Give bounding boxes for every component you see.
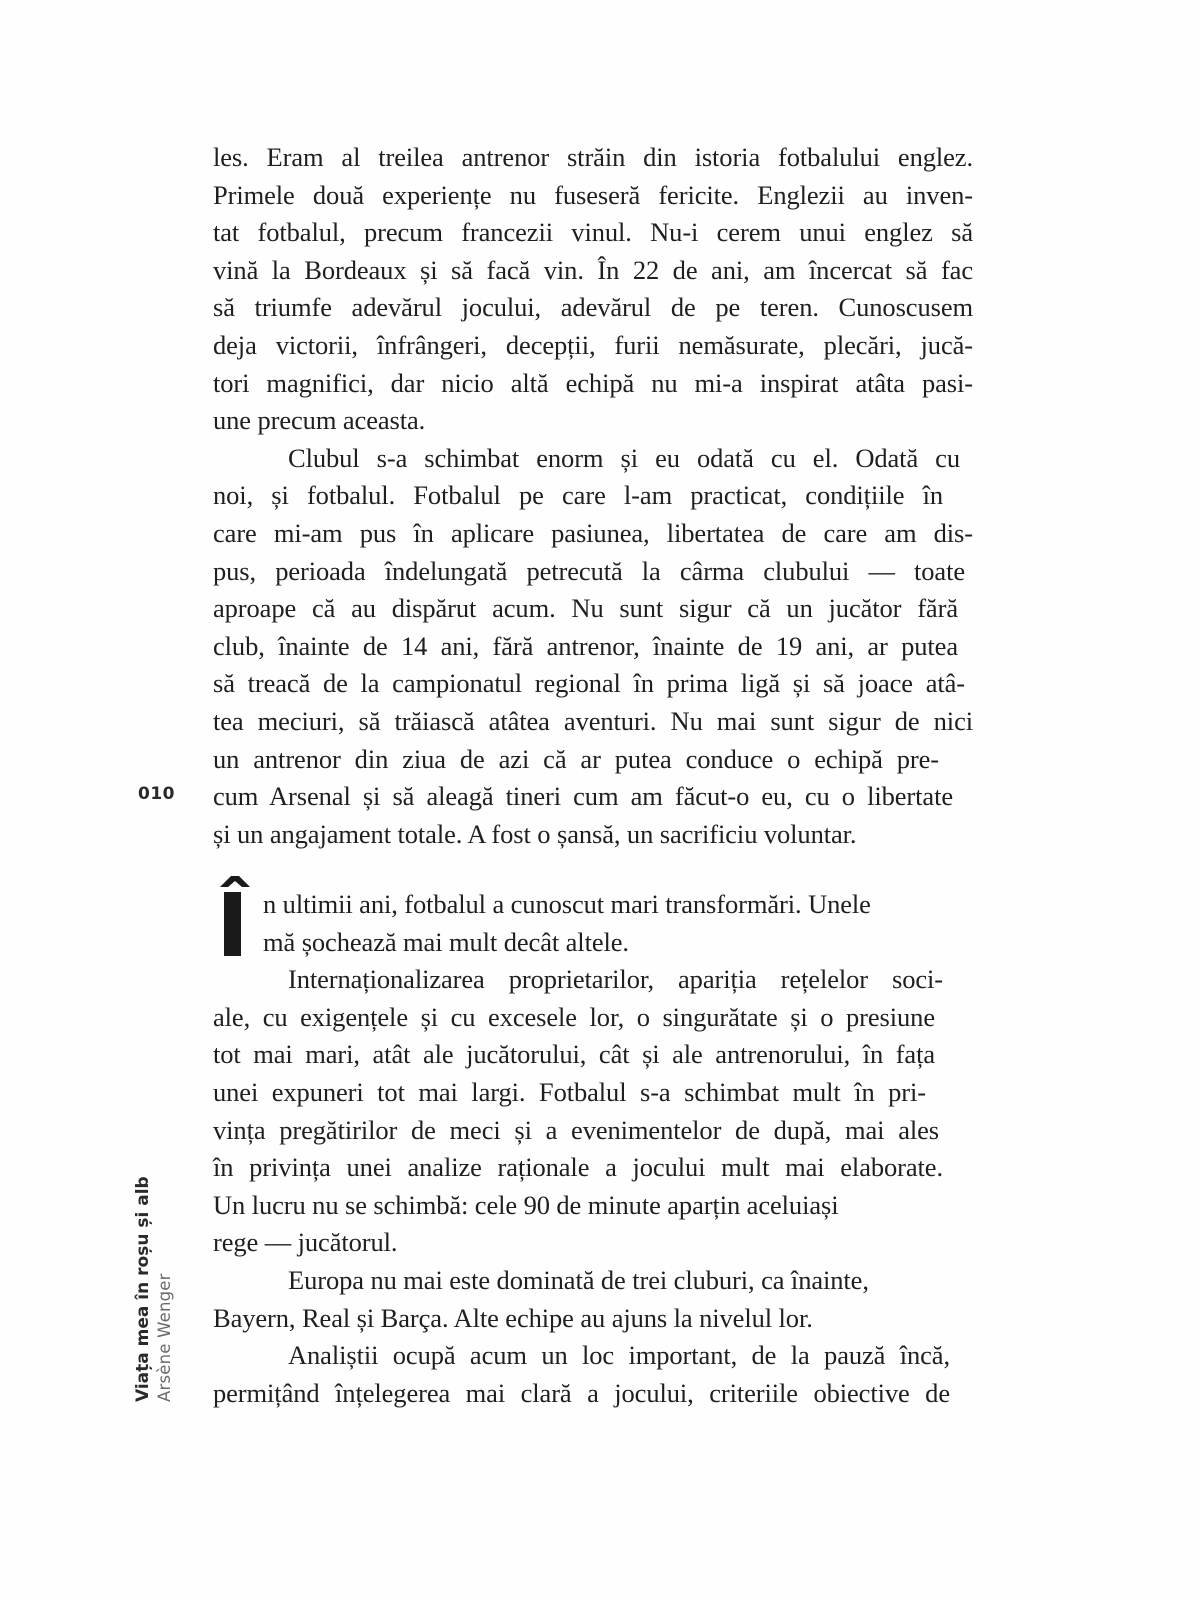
text-line: tea meciuri, să trăiască atâtea aventuri. Nu mai sunt sigur de nici xyxy=(213,705,973,736)
author-name: Arsène Wenger xyxy=(155,1273,174,1402)
text-line: une precum aceasta. xyxy=(213,405,426,436)
paragraph-section-1 xyxy=(213,139,973,853)
text-line: unei expuneri tot mai largi. Fotbalul s-a schimbat mult în pri- xyxy=(213,1076,926,1107)
paragraph-start-line: Analiștii ocupă acum un loc important, de la pauză încă, xyxy=(288,1340,950,1371)
text-line: în privința unei analize raționale a jocului mult mai elaborate. xyxy=(213,1152,943,1183)
text-line: ale, cu exigențele și cu excesele lor, o singurătate și o presiune xyxy=(213,1001,935,1032)
text-line: și un angajament totale. A fost o șansă, un sacrificiu voluntar. xyxy=(213,818,857,849)
text-line: un antrenor din ziua de azi că ar putea conduce o echipă pre- xyxy=(213,743,939,774)
page-number: 010 xyxy=(138,784,175,804)
paragraph-section-2 xyxy=(213,886,973,1412)
paragraph-start-line: Europa nu mai este dominată de trei cluburi, ca înainte, xyxy=(288,1264,869,1295)
text-line: rege — jucătorul. xyxy=(213,1227,398,1258)
running-head xyxy=(133,1176,175,1402)
paragraph-start-line: Internaționalizarea proprietarilor, apariția rețelelor soci- xyxy=(288,964,943,995)
text-line: pus, perioada îndelungată petrecută la cârma clubului — toate xyxy=(213,555,965,586)
text-line: noi, și fotbalul. Fotbalul pe care l-am practicat, condițiile în xyxy=(213,480,943,511)
text-line: aproape că au dispărut acum. Nu sunt sigur că un jucător fără xyxy=(213,593,958,624)
text-line: n ultimii ani, fotbalul a cunoscut mari transformări. Unele xyxy=(263,889,871,919)
text-line: vința pregătirilor de meci și a evenimentelor de după, mai ales xyxy=(213,1114,939,1145)
text-line: Primele două experiențe nu fuseseră fericite. Englezii au inven- xyxy=(213,179,973,210)
text-line: Bayern, Real și Barça. Alte echipe au ajuns la nivelul lor. xyxy=(213,1302,813,1333)
text-line: mă șochează mai mult decât altele. xyxy=(263,926,629,957)
text-line: club, înainte de 14 ani, fără antrenor, înainte de 19 ani, ar putea xyxy=(213,630,958,661)
text-line: deja victorii, înfrângeri, decepții, furii nemăsurate, plecări, jucă- xyxy=(213,329,973,360)
text-line: să triumfe adevărul jocului, adevărul de pe teren. Cunoscusem xyxy=(213,292,973,323)
paragraph-start-line: Clubul s-a schimbat enorm și eu odată cu el. Odată cu xyxy=(288,442,960,473)
text-line: tat fotbalul, precum francezii vinul. Nu-i cerem unui englez să xyxy=(213,217,973,248)
text-line: tori magnifici, dar nicio altă echipă nu mi-a inspirat atâta pasi- xyxy=(213,367,973,398)
text-line: Un lucru nu se schimbă: cele 90 de minute aparțin aceluiași xyxy=(213,1189,839,1220)
text-line: permițând înțelegerea mai clară a jocului, criteriile obiective de xyxy=(213,1377,950,1408)
text-line: vină la Bordeaux și să facă vin. În 22 de ani, am încercat să fac xyxy=(213,254,973,285)
text-line: să treacă de la campionatul regional în prima ligă și să joace atâ- xyxy=(213,668,965,699)
text-line: care mi-am pus în aplicare pasiunea, libertatea de care am dis- xyxy=(213,517,973,548)
text-line: cum Arsenal și să aleagă tineri cum am făcut-o eu, cu o libertate xyxy=(213,781,953,812)
text-line: tot mai mari, atât ale jucătorului, cât și ale antrenorului, în fața xyxy=(213,1039,935,1070)
book-title: Viața mea în roșu și alb xyxy=(133,1176,153,1402)
text-line: les. Eram al treilea antrenor străin din istoria fotbalului englez. xyxy=(213,142,973,172)
